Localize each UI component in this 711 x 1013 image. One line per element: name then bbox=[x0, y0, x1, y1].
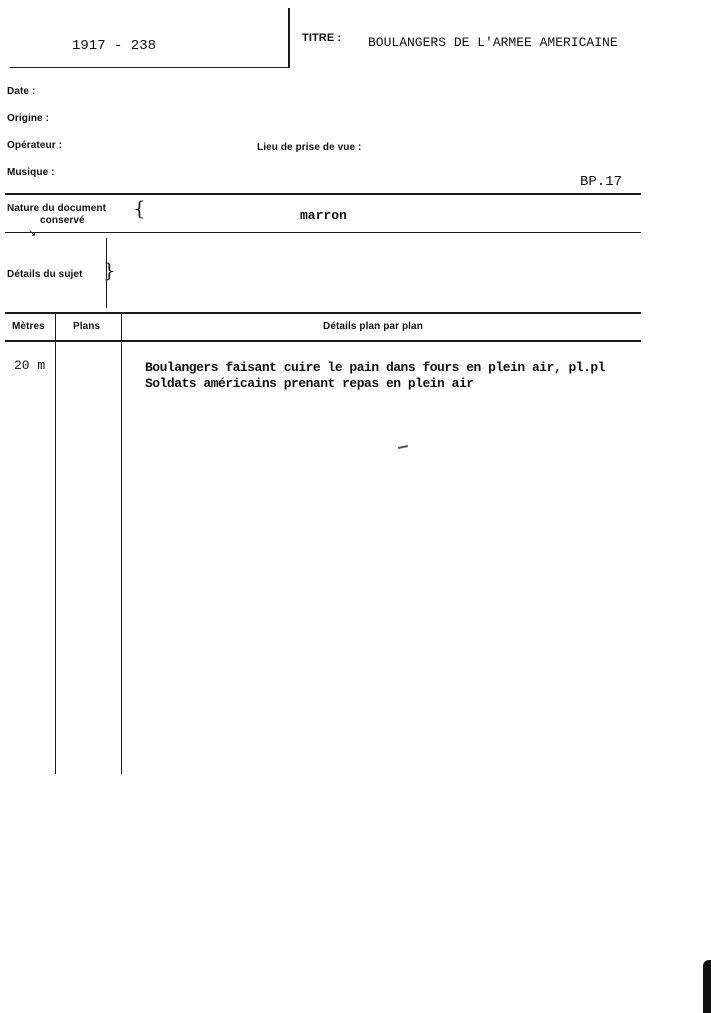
scan-mark bbox=[398, 445, 408, 449]
nature-label-line1: Nature du document bbox=[7, 203, 107, 214]
separator-3 bbox=[5, 312, 641, 314]
origine-label: Origine : bbox=[7, 113, 50, 124]
title-label: TITRE : bbox=[302, 32, 342, 44]
details-sujet-label: Détails du sujet bbox=[7, 269, 83, 280]
col-divider-1 bbox=[55, 313, 56, 774]
corner-mark: ↘ bbox=[28, 228, 37, 239]
musique-label: Musique : bbox=[7, 167, 55, 178]
operateur-label: Opérateur : bbox=[7, 140, 63, 151]
document-code: BP.17 bbox=[580, 174, 623, 190]
nature-value: marron bbox=[300, 208, 347, 223]
separator-2 bbox=[5, 232, 641, 233]
date-label: Date : bbox=[7, 86, 36, 97]
col-header-details: Détails plan par plan bbox=[323, 321, 423, 332]
col-header-metres: Mètres bbox=[12, 321, 45, 332]
header-divider bbox=[288, 8, 290, 68]
header-underline bbox=[10, 67, 288, 68]
nature-label-line2: conservé bbox=[40, 215, 85, 226]
col-divider-2 bbox=[121, 313, 122, 774]
table-row-details-line1: Boulangers faisant cuire le pain dans fours en plein air, pl.pl bbox=[145, 360, 605, 375]
col-header-plans: Plans bbox=[73, 321, 101, 332]
title-value: BOULANGERS DE L'ARMEE AMERICAINE bbox=[368, 35, 618, 50]
reference-number: 1917 - 238 bbox=[72, 38, 157, 54]
table-row-details-line2: Soldats américains prenant repas en plein air bbox=[145, 376, 474, 391]
scan-edge bbox=[703, 960, 711, 1013]
separator-1 bbox=[5, 193, 641, 195]
table-header-underline bbox=[5, 340, 641, 342]
lieu-label: Lieu de prise de vue : bbox=[257, 142, 362, 153]
table-row-metres: 20 m bbox=[14, 358, 46, 373]
details-sujet-brace: } bbox=[103, 258, 116, 282]
nature-brace: { bbox=[133, 196, 146, 220]
